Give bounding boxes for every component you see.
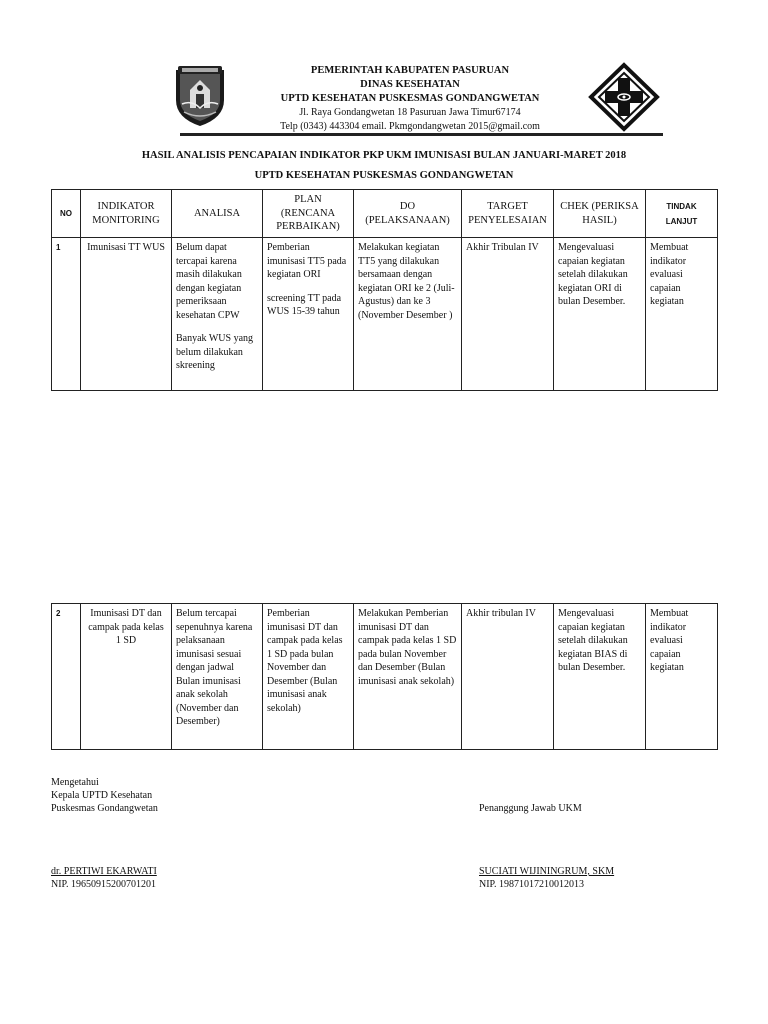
sig-right-nip: NIP. 19871017210012013 xyxy=(479,879,585,890)
row-analisa-text: Belum dapat tercapai karena masih dilakukan dengan kegiatan pemeriksaan kesehatan CPW xyxy=(176,242,242,321)
signature-right xyxy=(479,802,582,815)
header-do: DO (PELAKSANAAN) xyxy=(354,190,462,238)
header-target: TARGET PENYELESAIAN xyxy=(462,190,554,238)
row-chek: Mengevaluasi capaian kegiatan setelah dilakukan kegiatan BIAS di bulan Desember. xyxy=(554,604,646,750)
analysis-table xyxy=(51,189,718,391)
header-analisa: ANALISA xyxy=(172,190,263,238)
row-analisa xyxy=(172,238,263,391)
puskesmas-cross-logo-icon xyxy=(588,62,660,132)
row-plan xyxy=(263,238,354,391)
row-plan-text: Pemberian imunisasi TT5 pada kegiatan ORI xyxy=(267,242,347,280)
header-contact: Telp (0343) 443304 email. Pkmgondangwetan 2015@gmail.com xyxy=(280,121,540,132)
sig-right-name: SUCIATI WIJININGRUM, SKM xyxy=(479,866,615,877)
row-analisa: Belum tercapai sepenuhnya karena pelaksanaan imunisasi sesuai dengan jadwal Bulan imunisasi anak sekolah (November dan Desember) xyxy=(172,604,263,750)
row-analisa-text-2: Banyak WUS yang belum dilakukan skreening xyxy=(176,333,254,371)
row-no: 1 xyxy=(52,238,81,391)
analysis-table-continued xyxy=(51,603,718,750)
signature-right-name-block xyxy=(479,865,614,891)
header-plan: PLAN (RENCANA PERBAIKAN) xyxy=(263,190,354,238)
header-tindak-lanjut: TINDAK LANJUT xyxy=(646,190,718,238)
row-chek: Mengevaluasi capaian kegiatan setelah dilakukan kegiatan ORI di bulan Desember. xyxy=(554,238,646,391)
header-line-3: UPTD KESEHATAN PUSKESMAS GONDANGWETAN xyxy=(280,93,540,104)
signature-left-name-block xyxy=(51,865,157,891)
signature-left xyxy=(51,776,158,815)
letterhead-divider xyxy=(180,133,663,136)
header-line-2: DINAS KESEHATAN xyxy=(360,79,460,90)
row-indikator: Imunisasi DT dan campak pada kelas 1 SD xyxy=(81,604,172,750)
sig-left-line-2: Kepala UPTD Kesehatan xyxy=(51,790,153,801)
row-no: 2 xyxy=(52,604,81,750)
sig-left-name: dr. PERTIWI EKARWATI xyxy=(51,866,157,877)
letterhead xyxy=(0,62,768,136)
row-tindak-lanjut: Membuat indikator evaluasi capaian kegiatan xyxy=(646,604,718,750)
document-subtitle: UPTD KESEHATAN PUSKESMAS GONDANGWETAN xyxy=(254,170,514,181)
header-address: Jl. Raya Gondangwetan 18 Pasuruan Jawa Timur67174 xyxy=(299,107,521,118)
row-indikator: Imunisasi TT WUS xyxy=(81,238,172,391)
sig-left-line-1: Mengetahui xyxy=(51,777,99,788)
sig-left-nip: NIP. 19650915200701201 xyxy=(51,879,157,890)
header-chek: CHEK (PERIKSA HASIL) xyxy=(554,190,646,238)
sig-right-role: Penanggung Jawab UKM xyxy=(479,803,582,814)
row-target: Akhir Tribulan IV xyxy=(462,238,554,391)
header-no: NO xyxy=(52,190,81,238)
kabupaten-pasuruan-emblem-icon xyxy=(172,64,228,128)
header-indikator: INDIKATOR MONITORING xyxy=(81,190,172,238)
table-row xyxy=(52,238,718,391)
table-header-row xyxy=(52,190,718,238)
row-plan-text-2: screening TT pada WUS 15-39 tahun xyxy=(267,292,342,317)
sig-left-line-3: Puskesmas Gondangwetan xyxy=(51,803,158,814)
row-do: Melakukan Pemberian imunisasi DT dan campak pada kelas 1 SD pada bulan November dan Desember (Bulan imunisasi anak sekolah) xyxy=(354,604,462,750)
row-target: Akhir tribulan IV xyxy=(462,604,554,750)
letterhead-text xyxy=(250,64,570,134)
table-row xyxy=(52,604,718,750)
header-line-1: PEMERINTAH KABUPATEN PASURUAN xyxy=(310,65,510,76)
row-plan: Pemberian imunisasi DT dan campak pada kelas 1 SD pada bulan November dan Desember (Bulan imunisasi anak sekolah) xyxy=(263,604,354,750)
document-title: HASIL ANALISIS PENCAPAIAN INDIKATOR PKP UKM IMUNISASI BULAN JANUARI-MARET 2018 xyxy=(141,150,627,161)
row-tindak-lanjut: Membuat indikator evaluasi capaian kegiatan xyxy=(646,238,718,391)
row-do: Melakukan kegiatan TT5 yang dilakukan bersamaan dengan kegiatan ORI ke 2 (Juli-Agustus) dan ke 3 (November Desember ) xyxy=(354,238,462,391)
